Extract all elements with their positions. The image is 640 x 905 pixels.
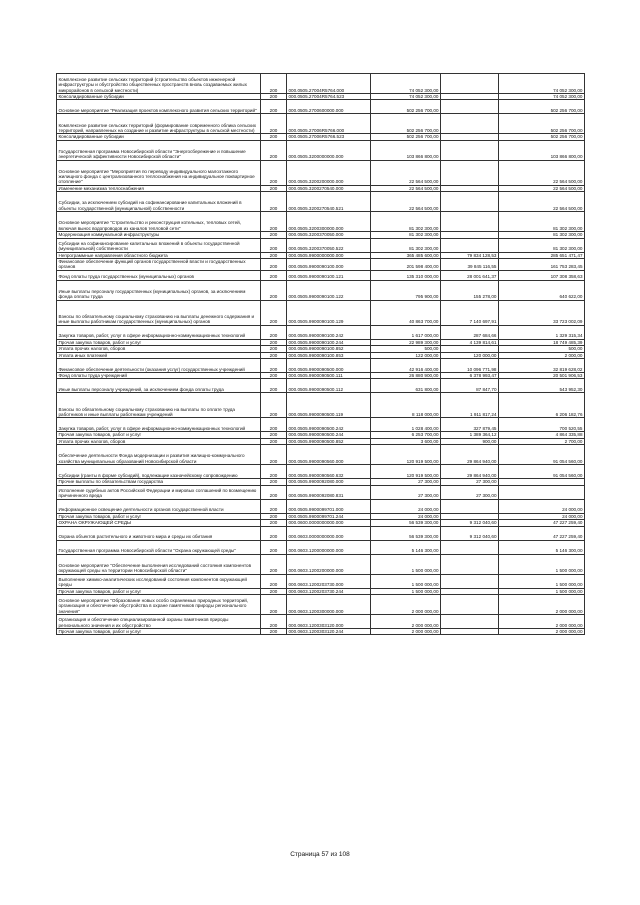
table-row	[57, 540, 585, 554]
page-footer	[0, 851, 640, 858]
row-name: Выполнение химико-аналитических исследований состояния компонентов окружающей среды	[57, 574, 261, 588]
table-row	[57, 238, 585, 252]
row-unexecuted-amount: 1 500 000,00	[499, 588, 585, 594]
row-budget-code: 000.0505.9900099701.244	[287, 513, 371, 519]
row-budget-code: 000.0505.9900090560.632	[287, 465, 371, 479]
row-line-code: 200	[261, 160, 287, 185]
row-executed-amount	[441, 594, 499, 614]
row-line-code: 200	[261, 100, 287, 114]
row-unexecuted-amount: 640 622,00	[499, 280, 585, 300]
row-line-code: 200	[261, 479, 287, 485]
row-approved-amount: 24 000,00	[371, 499, 441, 513]
row-approved-amount: 365 485 600,00	[371, 252, 441, 258]
row-line-code: 200	[261, 526, 287, 540]
row-line-code: 200	[261, 252, 287, 258]
table-row	[57, 192, 585, 212]
budget-table-sheet	[56, 73, 584, 635]
row-name: Консолидированные субсидии	[57, 134, 261, 140]
row-approved-amount: 81 302 300,00	[371, 212, 441, 232]
row-approved-amount: 1 617 000,00	[371, 325, 441, 339]
row-unexecuted-amount: 33 723 002,09	[499, 300, 585, 325]
table-row	[57, 393, 585, 418]
row-approved-amount: 8 118 000,00	[371, 393, 441, 418]
row-approved-amount: 42 916 400,00	[371, 359, 441, 373]
row-approved-amount: 3 600,00	[371, 438, 441, 444]
row-line-code: 200	[261, 373, 287, 379]
row-executed-amount: 155 278,00	[441, 280, 499, 300]
row-line-code: 200	[261, 339, 287, 345]
row-budget-code: 000.0505.9900092080.000	[287, 479, 371, 485]
row-executed-amount: 900,00	[441, 438, 499, 444]
row-executed-amount: 9 312 040,60	[441, 526, 499, 540]
row-name: Основное мероприятие "Реализация проектов комплексного развития сельских территорий"	[57, 100, 261, 114]
row-unexecuted-amount: 1 500 000,00	[499, 574, 585, 588]
row-line-code: 200	[261, 259, 287, 271]
row-unexecuted-amount: 2 000 000,00	[499, 628, 585, 634]
table-row	[57, 574, 585, 588]
row-unexecuted-amount: 6 206 182,76	[499, 393, 585, 418]
row-name: Основное мероприятие "Мероприятия по переводу индивидуального малоэтажного жилищного фонда с централизованного теплоснабжения на индивидуальное поквартирное отопление"	[57, 160, 261, 185]
row-name: Обеспечение деятельности Фонда модернизации и развития жилищно-коммунального хозяйства муниципальных образований Новосибирской области	[57, 445, 261, 465]
row-line-code: 200	[261, 445, 287, 465]
row-unexecuted-amount: 81 302 300,00	[499, 238, 585, 252]
row-executed-amount: 287 684,66	[441, 325, 499, 339]
row-approved-amount: 56 539 300,00	[371, 526, 441, 540]
row-approved-amount: 122 000,00	[371, 352, 441, 358]
row-line-code: 200	[261, 540, 287, 554]
row-executed-amount	[441, 628, 499, 634]
table-row	[57, 300, 585, 325]
row-unexecuted-amount: 47 227 259,40	[499, 520, 585, 526]
row-approved-amount: 27 300,00	[371, 485, 441, 499]
row-unexecuted-amount: 22 564 500,00	[499, 192, 585, 212]
row-line-code: 200	[261, 232, 287, 238]
row-executed-amount: 79 834 128,53	[441, 252, 499, 258]
table-row	[57, 270, 585, 280]
row-name: Уплата иных платежей	[57, 352, 261, 358]
row-name: Информационное освещение деятельности органов государственной власти	[57, 499, 261, 513]
row-executed-amount: 29 864 940,00	[441, 465, 499, 479]
table-row	[57, 160, 585, 185]
row-name: Взносы по обязательному социальному страхованию на выплаты денежного содержания и иные выплаты работникам государственных (муниципальных) органов	[57, 300, 261, 325]
row-approved-amount: 22 564 500,00	[371, 192, 441, 212]
row-budget-code: 000.0603.0000000000.000	[287, 526, 371, 540]
row-approved-amount: 22 564 500,00	[371, 160, 441, 185]
row-name: Финансовое обеспечение деятельности (оказания услуг) государственных учреждений	[57, 359, 261, 373]
row-approved-amount: 502 256 700,00	[371, 100, 441, 114]
table-row	[57, 554, 585, 574]
row-budget-code: 000.0505.3200200000.000	[287, 160, 371, 185]
row-line-code: 200	[261, 94, 287, 100]
row-budget-code: 000.0505.27004R5764.000	[287, 74, 371, 94]
row-name: Государственная программа Новосибирской области "Энергосбережение и повышение энергетической эффективности Новосибирской области"	[57, 140, 261, 160]
row-name: Модернизация коммунальной инфраструктуры	[57, 232, 261, 238]
table-row	[57, 359, 585, 373]
row-name: Прочие выплаты по обязательствам государства	[57, 479, 261, 485]
row-budget-code: 000.0505.9900090560.000	[287, 445, 371, 465]
row-approved-amount: 24 000,00	[371, 513, 441, 519]
row-line-code: 200	[261, 325, 287, 339]
table-row	[57, 418, 585, 432]
row-line-code: 200	[261, 499, 287, 513]
row-approved-amount: 1 500 000,00	[371, 574, 441, 588]
row-executed-amount: 1 911 817,24	[441, 393, 499, 418]
row-approved-amount: 103 866 800,00	[371, 140, 441, 160]
row-name: Уплата прочих налогов, сборов	[57, 438, 261, 444]
row-budget-code: 000.0505.3200370050.522	[287, 238, 371, 252]
row-unexecuted-amount: 2 700,00	[499, 438, 585, 444]
row-executed-amount: 7 140 697,91	[441, 300, 499, 325]
row-name: Иные выплаты персоналу государственных (муниципальных) органов, за исключением фонда оплаты труда	[57, 280, 261, 300]
row-unexecuted-amount: 2 000,00	[499, 352, 585, 358]
row-budget-code: 000.0505.9900000000.000	[287, 252, 371, 258]
table-row	[57, 212, 585, 232]
table-row	[57, 325, 585, 339]
row-budget-code: 000.0505.3200300000.000	[287, 212, 371, 232]
row-name: Субсидии на софинансирование капитальных вложений в объекты государственной (муниципальной) собственности	[57, 238, 261, 252]
row-approved-amount: 631 800,00	[371, 379, 441, 393]
row-unexecuted-amount: 24 000,00	[499, 499, 585, 513]
row-executed-amount: 39 845 116,55	[441, 259, 499, 271]
row-unexecuted-amount: 22 564 500,00	[499, 185, 585, 191]
row-approved-amount: 2 000 000,00	[371, 628, 441, 634]
row-line-code: 200	[261, 574, 287, 588]
row-budget-code: 000.0505.9900090500.112	[287, 379, 371, 393]
row-budget-code: 000.0603.1200000000.000	[287, 540, 371, 554]
table-row	[57, 628, 585, 634]
row-approved-amount: 2 000 000,00	[371, 614, 441, 628]
row-line-code: 200	[261, 74, 287, 94]
row-line-code: 200	[261, 212, 287, 232]
row-unexecuted-amount: 161 753 283,45	[499, 259, 585, 271]
row-budget-code: 000.0505.9900090500.244	[287, 432, 371, 438]
row-approved-amount: 201 598 400,00	[371, 259, 441, 271]
row-unexecuted-amount: 107 308 358,63	[499, 270, 585, 280]
row-name: Прочая закупка товаров, работ и услуг	[57, 628, 261, 634]
row-approved-amount: 120 919 500,00	[371, 445, 441, 465]
row-approved-amount: 135 310 000,00	[371, 270, 441, 280]
row-executed-amount	[441, 614, 499, 628]
row-budget-code: 000.0505.3200270540.000	[287, 185, 371, 191]
row-executed-amount	[441, 212, 499, 232]
row-budget-code: 000.0505.9900092080.831	[287, 485, 371, 499]
row-budget-code: 000.0603.1200300000.000	[287, 594, 371, 614]
row-unexecuted-amount: 502 256 700,00	[499, 134, 585, 140]
row-budget-code: 000.0505.9900099701.000	[287, 499, 371, 513]
row-name: Иные выплаты персоналу учреждений, за исключением фонда оплаты труда	[57, 379, 261, 393]
row-budget-code: 000.0603.1200200000.000	[287, 554, 371, 574]
table-row	[57, 74, 585, 94]
row-line-code: 200	[261, 192, 287, 212]
row-unexecuted-amount: 74 052 300,00	[499, 94, 585, 100]
row-line-code: 200	[261, 379, 287, 393]
row-unexecuted-amount: 47 227 259,40	[499, 526, 585, 540]
row-budget-code: 000.0505.27006R5766.523	[287, 134, 371, 140]
table-row	[57, 140, 585, 160]
table-row	[57, 594, 585, 614]
row-unexecuted-amount: 81 302 300,00	[499, 212, 585, 232]
row-executed-amount: 27 300,00	[441, 485, 499, 499]
row-line-code: 200	[261, 554, 287, 574]
row-unexecuted-amount: 543 952,30	[499, 379, 585, 393]
row-name: Основное мероприятие "Обеспечение выполнения исследований состояния компонентов окружающей среды на территории Новосибирской области"	[57, 554, 261, 574]
table-row	[57, 114, 585, 134]
table-row	[57, 485, 585, 499]
row-executed-amount: 10 096 771,98	[441, 359, 499, 373]
row-executed-amount	[441, 540, 499, 554]
row-budget-code: 000.0505.9900090100.121	[287, 270, 371, 280]
row-line-code: 200	[261, 359, 287, 373]
row-approved-amount: 502 256 700,00	[371, 134, 441, 140]
row-executed-amount	[441, 100, 499, 114]
row-unexecuted-amount: 24 000,00	[499, 513, 585, 519]
row-name: Основное мероприятие "Строительство и реконструкция котельных, тепловых сетей, включая вынос водопроводов из каналов тепловой сети"	[57, 212, 261, 232]
table-row	[57, 499, 585, 513]
row-budget-code: 000.0505.27006R5766.000	[287, 114, 371, 134]
table-row	[57, 100, 585, 114]
table-body	[57, 74, 585, 635]
row-line-code: 200	[261, 432, 287, 438]
row-unexecuted-amount: 4 864 335,88	[499, 432, 585, 438]
row-line-code: 200	[261, 114, 287, 134]
table-row	[57, 465, 585, 479]
row-executed-amount	[441, 499, 499, 513]
row-line-code: 200	[261, 465, 287, 479]
row-name: Охрана объектов растительного и животного мира и среды их обитания	[57, 526, 261, 540]
table-row	[57, 526, 585, 540]
row-unexecuted-amount: 2 000 000,00	[499, 614, 585, 628]
row-budget-code: 000.0505.9900090100.129	[287, 300, 371, 325]
row-line-code: 200	[261, 594, 287, 614]
row-line-code: 200	[261, 300, 287, 325]
row-line-code: 200	[261, 134, 287, 140]
row-approved-amount: 74 052 300,00	[371, 94, 441, 100]
row-approved-amount: 22 564 500,00	[371, 185, 441, 191]
row-unexecuted-amount: 1 329 315,34	[499, 325, 585, 339]
row-line-code: 200	[261, 352, 287, 358]
row-approved-amount: 120 919 500,00	[371, 465, 441, 479]
row-budget-code: 000.0505.9900090100.852	[287, 346, 371, 352]
row-budget-code: 000.0603.1200203730.244	[287, 588, 371, 594]
row-name: Изменение механизма теплоснабжения	[57, 185, 261, 191]
row-unexecuted-amount: 91 054 560,00	[499, 465, 585, 479]
row-approved-amount: 81 302 300,00	[371, 238, 441, 252]
row-name: Фонд оплаты труда государственных (муниципальных) органов	[57, 270, 261, 280]
row-budget-code: 000.0505.27004R5764.523	[287, 94, 371, 100]
row-name: Финансовое обеспечение функций органов государственной власти и государственных органов	[57, 259, 261, 271]
row-executed-amount: 87 847,70	[441, 379, 499, 393]
row-name: Закупка товаров, работ, услуг в сфере информационно-коммуникационных технологий	[57, 325, 261, 339]
row-approved-amount: 27 300,00	[371, 479, 441, 485]
row-budget-code: 000.0603.1200303120.244	[287, 628, 371, 634]
page-number: Страница 57 из 108	[290, 851, 350, 858]
row-line-code: 200	[261, 270, 287, 280]
row-executed-amount	[441, 160, 499, 185]
row-unexecuted-amount: 502 256 700,00	[499, 114, 585, 134]
row-budget-code: 000.0505.3200270540.521	[287, 192, 371, 212]
row-name: Государственная программа Новосибирской области "Охрана окружающей среды"	[57, 540, 261, 554]
row-name: Прочая закупка товаров, работ и услуг	[57, 588, 261, 594]
row-executed-amount: 6 378 993,47	[441, 373, 499, 379]
row-line-code: 200	[261, 485, 287, 499]
row-name: Комплексное развитие сельских территорий (строительство объектов инженерной инфраструктуры и обустройство общественных пространств вновь создаваемых жилых микрорайонов в сельской местности)	[57, 74, 261, 94]
table-row	[57, 280, 585, 300]
row-budget-code: 000.0505.9900090500.119	[287, 393, 371, 418]
row-budget-code: 000.0505.9900090100.853	[287, 352, 371, 358]
row-executed-amount: 28 001 641,37	[441, 270, 499, 280]
row-unexecuted-amount: 91 054 560,00	[499, 445, 585, 465]
row-name: Субсидии, за исключением субсидий на софинансирование капитальных вложений в объекты государственной (муниципальной) собственности	[57, 192, 261, 212]
row-name: Фонд оплаты труда учреждений	[57, 373, 261, 379]
row-line-code: 200	[261, 280, 287, 300]
row-line-code: 200	[261, 513, 287, 519]
row-approved-amount: 1 500 000,00	[371, 588, 441, 594]
row-name: Субсидии (гранты в форме субсидий), подлежащие казначейскому сопровождению	[57, 465, 261, 479]
row-name: Основное мероприятие "Образование новых особо охраняемых природных территорий, организация и обеспечение обустройства в охране памятников природы регионального значения"	[57, 594, 261, 614]
row-budget-code: 000.0505.3200370050.000	[287, 232, 371, 238]
row-budget-code: 000.0505.2700600000.000	[287, 100, 371, 114]
row-approved-amount: 81 302 300,00	[371, 232, 441, 238]
row-unexecuted-amount: 2 000 000,00	[499, 594, 585, 614]
row-unexecuted-amount: 20 501 906,53	[499, 373, 585, 379]
row-name: Взносы по обязательному социальному страхованию на выплаты по оплате труда работников и иные выплаты работникам учреждений	[57, 393, 261, 418]
table-row	[57, 614, 585, 628]
row-unexecuted-amount: 502 256 700,00	[499, 100, 585, 114]
row-unexecuted-amount: 74 052 300,00	[499, 74, 585, 94]
row-budget-code: 000.0600.0000000000.000	[287, 520, 371, 526]
row-name: Непрограммные направления областного бюджета	[57, 252, 261, 258]
table-row	[57, 445, 585, 465]
table-row	[57, 379, 585, 393]
row-executed-amount	[441, 74, 499, 94]
row-executed-amount	[441, 554, 499, 574]
row-budget-code: 000.0505.9900090500.852	[287, 438, 371, 444]
row-name: ОХРАНА ОКРУЖАЮЩЕЙ СРЕДЫ	[57, 520, 261, 526]
row-line-code: 200	[261, 418, 287, 432]
row-budget-code: 000.0505.3200000000.000	[287, 140, 371, 160]
row-unexecuted-amount: 22 564 500,00	[499, 160, 585, 185]
row-line-code: 200	[261, 140, 287, 160]
row-approved-amount: 502 256 700,00	[371, 114, 441, 134]
row-budget-code: 000.0505.9900090100.122	[287, 280, 371, 300]
row-line-code: 200	[261, 588, 287, 594]
row-unexecuted-amount: 500,00	[499, 346, 585, 352]
row-budget-code: 000.0603.1200203730.000	[287, 574, 371, 588]
row-unexecuted-amount: 18 749 485,39	[499, 339, 585, 345]
row-approved-amount: 56 539 300,00	[371, 520, 441, 526]
row-approved-amount: 500,00	[371, 346, 441, 352]
row-executed-amount: 29 864 940,00	[441, 445, 499, 465]
row-name: Организация и обеспечение специализированной охраны памятников природы регионального значения и их обустройство	[57, 614, 261, 628]
row-approved-amount: 795 900,00	[371, 280, 441, 300]
row-line-code: 200	[261, 185, 287, 191]
row-line-code: 200	[261, 614, 287, 628]
row-executed-amount: 27 300,00	[441, 479, 499, 485]
row-approved-amount: 74 052 300,00	[371, 74, 441, 94]
row-budget-code: 000.0505.9900090100.000	[287, 259, 371, 271]
row-name: Уплата прочих налогов, сборов	[57, 346, 261, 352]
row-line-code: 200	[261, 393, 287, 418]
row-budget-code: 000.0505.9900090500.242	[287, 418, 371, 432]
row-name: Прочая закупка товаров, работ и услуг	[57, 339, 261, 345]
row-name: Исполнение судебных актов Российской Федерации и мировых соглашений по возмещению причиненного вреда	[57, 485, 261, 499]
row-unexecuted-amount	[499, 485, 585, 499]
row-name: Прочая закупка товаров, работ и услуг	[57, 513, 261, 519]
row-name: Прочая закупка товаров, работ и услуг	[57, 432, 261, 438]
row-budget-code: 000.0505.9900090100.242	[287, 325, 371, 339]
row-unexecuted-amount: 700 520,55	[499, 418, 585, 432]
row-unexecuted-amount: 81 302 300,00	[499, 232, 585, 238]
row-approved-amount: 5 146 300,00	[371, 540, 441, 554]
row-approved-amount: 1 028 400,00	[371, 418, 441, 432]
row-budget-code: 000.0505.9900090500.000	[287, 359, 371, 373]
row-unexecuted-amount: 103 866 800,00	[499, 140, 585, 160]
row-executed-amount: 4 139 814,61	[441, 339, 499, 345]
row-executed-amount	[441, 140, 499, 160]
row-executed-amount	[441, 238, 499, 252]
row-budget-code: 000.0505.9900090100.244	[287, 339, 371, 345]
budget-execution-table	[56, 73, 585, 635]
row-executed-amount: 1 389 364,12	[441, 432, 499, 438]
table-row	[57, 259, 585, 271]
row-executed-amount	[441, 114, 499, 134]
row-unexecuted-amount: 32 819 628,02	[499, 359, 585, 373]
row-approved-amount: 1 500 000,00	[371, 554, 441, 574]
row-budget-code: 000.0505.9900090500.111	[287, 373, 371, 379]
row-unexecuted-amount: 285 651 471,47	[499, 252, 585, 258]
row-approved-amount: 26 880 900,00	[371, 373, 441, 379]
row-name: Комплексное развитие сельских территорий (формирование современного облика сельских территорий, направленных на создание и развитие инфраструктуры в сельской местности)	[57, 114, 261, 134]
row-name: Закупка товаров, работ, услуг в сфере информационно-коммуникационных технологий	[57, 418, 261, 432]
row-line-code: 200	[261, 520, 287, 526]
row-approved-amount: 22 989 300,00	[371, 339, 441, 345]
row-approved-amount: 40 863 700,00	[371, 300, 441, 325]
row-line-code: 200	[261, 438, 287, 444]
row-executed-amount	[441, 574, 499, 588]
row-executed-amount: 327 879,45	[441, 418, 499, 432]
row-executed-amount	[441, 192, 499, 212]
row-approved-amount: 6 253 700,00	[371, 432, 441, 438]
row-unexecuted-amount: 1 500 000,00	[499, 554, 585, 574]
row-executed-amount: 9 312 040,60	[441, 520, 499, 526]
row-approved-amount: 2 000 000,00	[371, 594, 441, 614]
row-budget-code: 000.0603.1200303120.000	[287, 614, 371, 628]
row-line-code: 200	[261, 346, 287, 352]
row-unexecuted-amount: 5 146 300,00	[499, 540, 585, 554]
row-executed-amount: 120 000,00	[441, 352, 499, 358]
row-name: Консолидированные субсидии	[57, 94, 261, 100]
row-line-code: 200	[261, 238, 287, 252]
row-line-code: 200	[261, 628, 287, 634]
